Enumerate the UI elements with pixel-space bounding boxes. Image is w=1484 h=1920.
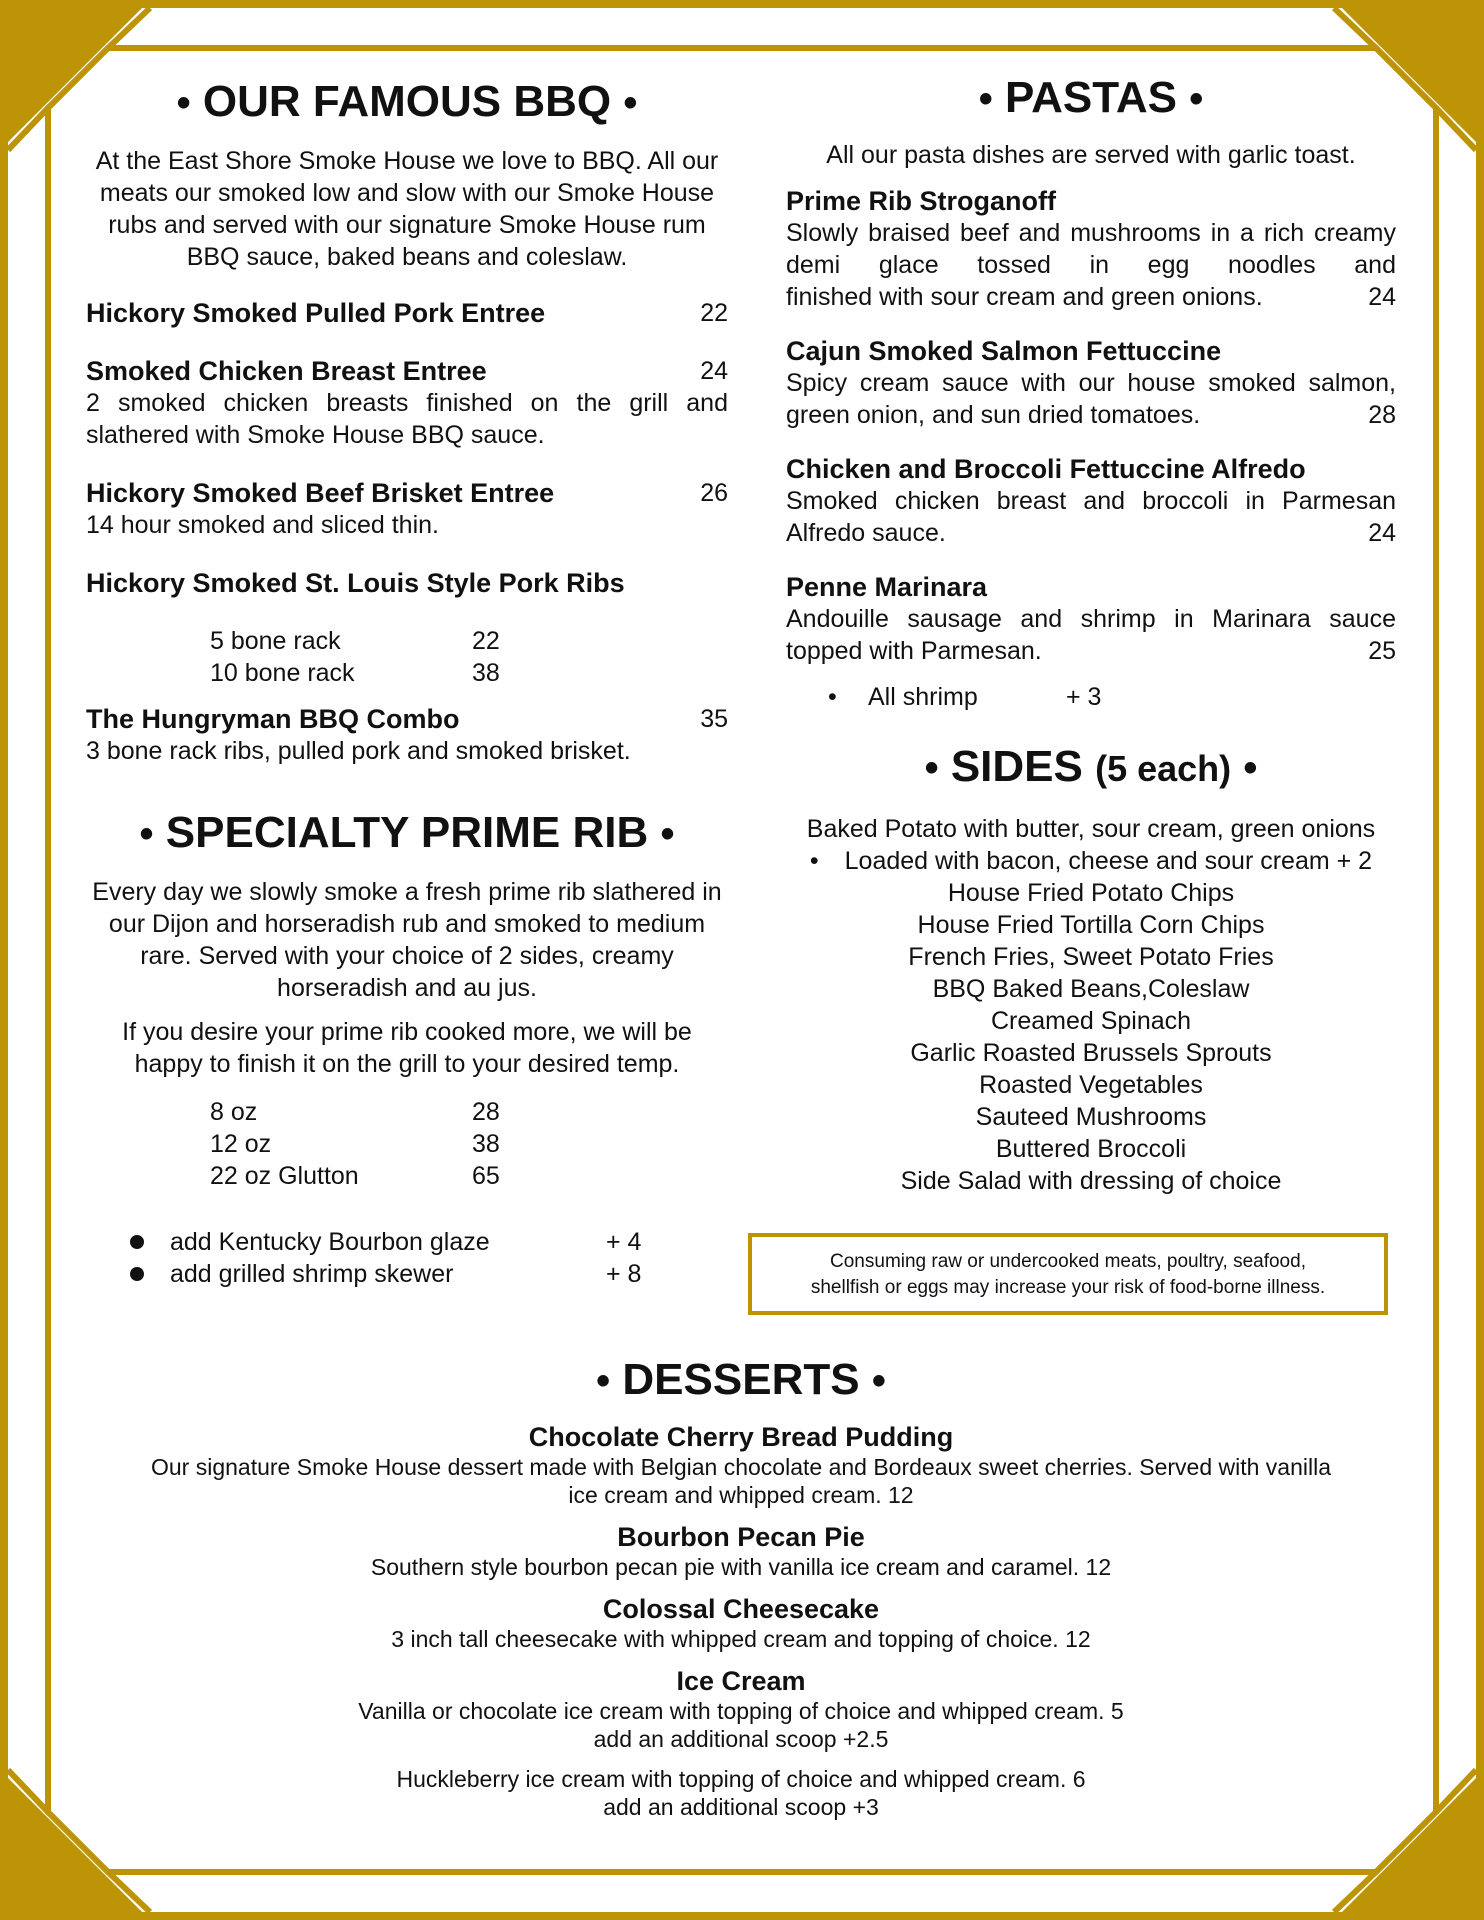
item-name: Hickory Smoked Beef Brisket Entree [86, 478, 555, 508]
item-description-end: topped with Parmesan. [786, 637, 1042, 665]
dessert-name: Ice Cream [676, 1666, 806, 1696]
item-description-end: finished with sour cream and green onions. [786, 283, 1263, 311]
menu-item [786, 571, 1396, 667]
dessert-description: 3 inch tall cheesecake with whipped cream and topping of choice. 12 [391, 1626, 1091, 1652]
prime-rib-note: If you desire your prime rib cooked more, we will be happy to finish it on the grill to your desired temp. [122, 1018, 692, 1078]
item-price: 35 [700, 705, 728, 733]
dessert-name: Colossal Cheesecake [602, 1594, 880, 1624]
ribs-price-table [210, 625, 728, 689]
list-item: Garlic Roasted Brussels Sprouts [910, 1039, 1272, 1067]
list-item: • Loaded with bacon, cheese and sour cream + 2 [809, 847, 1373, 875]
list-item: House Fried Potato Chips [947, 879, 1235, 907]
item-price: 28 [1368, 401, 1396, 429]
item-description: Andouille sausage and shrimp in Marinara sauce [786, 605, 1396, 633]
dessert-item [86, 1665, 1396, 1753]
item-name: Penne Marinara [786, 572, 988, 602]
list-item: Roasted Vegetables [979, 1071, 1203, 1099]
pasta-addon: • All shrimp + 3 [828, 683, 1102, 711]
item-name: Hickory Smoked Pulled Pork Entree [86, 298, 546, 328]
bbq-heading: • OUR FAMOUS BBQ • [176, 77, 638, 126]
addon-row: add grilled shrimp skewer + 8 [130, 1258, 728, 1290]
food-safety-warning: Consuming raw or undercooked meats, poultry, seafood, shellfish or eggs may increase your risk of food-borne illness. [748, 1233, 1388, 1315]
prime-rib-intro: Every day we slowly smoke a fresh prime rib slathered in our Dijon and horseradish rub and smoked to medium rare. Served with your choice of 2 sides, creamy horseradish and au jus. [92, 878, 722, 1002]
menu-item [786, 185, 1396, 313]
menu-item [86, 703, 728, 767]
left-column [86, 72, 728, 1290]
bbq-intro: At the East Shore Smoke House we love to BBQ. All our meats our smoked low and slow with our Smoke House rubs and served with our signature Smoke House rum BBQ sauce, baked beans and coleslaw. [95, 147, 719, 271]
dessert-description: Huckleberry ice cream with topping of choice and whipped cream. 6 [396, 1766, 1086, 1792]
sides-heading: • SIDES (5 each) • [924, 742, 1258, 791]
desserts-section [86, 1350, 1396, 1821]
dessert-description: add an additional scoop +2.5 [593, 1726, 889, 1752]
item-name: Chicken and Broccoli Fettuccine Alfredo [786, 454, 1306, 484]
dessert-item [86, 1421, 1396, 1509]
dessert-name: Bourbon Pecan Pie [617, 1522, 865, 1552]
item-price: 22 [700, 299, 728, 327]
item-price: 24 [1368, 519, 1396, 547]
list-item: French Fries, Sweet Potato Fries [908, 943, 1274, 971]
item-description: 3 bone rack ribs, pulled pork and smoked brisket. [86, 737, 631, 765]
price-row: 10 bone rack 38 [210, 659, 500, 687]
item-price: 24 [1368, 283, 1396, 311]
list-item: Buttered Broccoli [995, 1135, 1187, 1163]
dessert-description: Our signature Smoke House dessert made with Belgian chocolate and Bordeaux sweet cherries. Served with vanilla [150, 1454, 1331, 1480]
item-description: 2 smoked chicken breasts finished on the grill and slathered with Smoke House BBQ sauce. [86, 389, 728, 449]
menu-item [786, 453, 1396, 549]
item-name: Smoked Chicken Breast Entree [86, 356, 487, 386]
dessert-description: Vanilla or chocolate ice cream with topping of choice and whipped cream. 5 [358, 1698, 1124, 1724]
item-description-end: Alfredo sauce. [786, 519, 946, 547]
prime-rib-price-table [210, 1096, 728, 1192]
bullet-icon: • [828, 683, 837, 711]
menu-item [86, 297, 728, 329]
prime-rib-addons [130, 1226, 728, 1290]
pastas-heading: • PASTAS • [978, 73, 1204, 122]
item-description: Smoked chicken breast and broccoli in Parmesan [786, 487, 1396, 515]
menu-item [86, 567, 728, 599]
item-name: Hickory Smoked St. Louis Style Pork Ribs [86, 568, 625, 598]
item-name: Prime Rib Stroganoff [786, 186, 1057, 216]
price-row: 12 oz 38 [210, 1130, 500, 1158]
list-item: BBQ Baked Beans,Coleslaw [932, 975, 1250, 1003]
list-item: House Fried Tortilla Corn Chips [917, 911, 1265, 939]
list-item: Baked Potato with butter, sour cream, green onions [806, 815, 1376, 843]
dessert-name: Chocolate Cherry Bread Pudding [528, 1422, 954, 1452]
pastas-intro: All our pasta dishes are served with garlic toast. [826, 141, 1356, 169]
dessert-item [86, 1765, 1396, 1821]
list-item: Creamed Spinach [990, 1007, 1192, 1035]
bullet-icon [130, 1267, 144, 1281]
item-description: Slowly braised beef and mushrooms in a rich creamy demi glace tossed in egg noodles and [786, 219, 1396, 279]
item-price: 25 [1368, 637, 1396, 665]
item-price: 26 [700, 479, 728, 507]
item-name: Cajun Smoked Salmon Fettuccine [786, 336, 1222, 366]
menu-item [786, 335, 1396, 431]
price-row: 5 bone rack 22 [210, 627, 500, 655]
item-price: 24 [700, 357, 728, 385]
dessert-description: add an additional scoop +3 [603, 1794, 879, 1820]
dessert-item [86, 1521, 1396, 1581]
prime-rib-heading: • SPECIALTY PRIME RIB • [139, 808, 675, 857]
bullet-icon [130, 1235, 144, 1249]
price-row: 22 oz Glutton 65 [210, 1162, 500, 1190]
menu-item [86, 355, 728, 451]
desserts-heading: • DESSERTS • [596, 1355, 886, 1404]
list-item: Side Salad with dressing of choice [900, 1167, 1282, 1195]
addon-row: add Kentucky Bourbon glaze + 4 [130, 1226, 728, 1258]
menu-item [86, 477, 728, 541]
right-column [786, 72, 1396, 1197]
item-name: The Hungryman BBQ Combo [86, 704, 460, 734]
item-description: Spicy cream sauce with our house smoked salmon, [786, 369, 1396, 397]
sides-list [786, 813, 1396, 1197]
dessert-description: ice cream and whipped cream. 12 [568, 1482, 914, 1508]
bullet-icon: • [809, 847, 819, 875]
price-row: 8 oz 28 [210, 1098, 500, 1126]
dessert-item [86, 1593, 1396, 1653]
list-item: Sauteed Mushrooms [975, 1103, 1207, 1131]
item-description: 14 hour smoked and sliced thin. [86, 511, 439, 539]
item-description-end: green onion, and sun dried tomatoes. [786, 401, 1201, 429]
dessert-description: Southern style bourbon pecan pie with vanilla ice cream and caramel. 12 [370, 1554, 1112, 1580]
